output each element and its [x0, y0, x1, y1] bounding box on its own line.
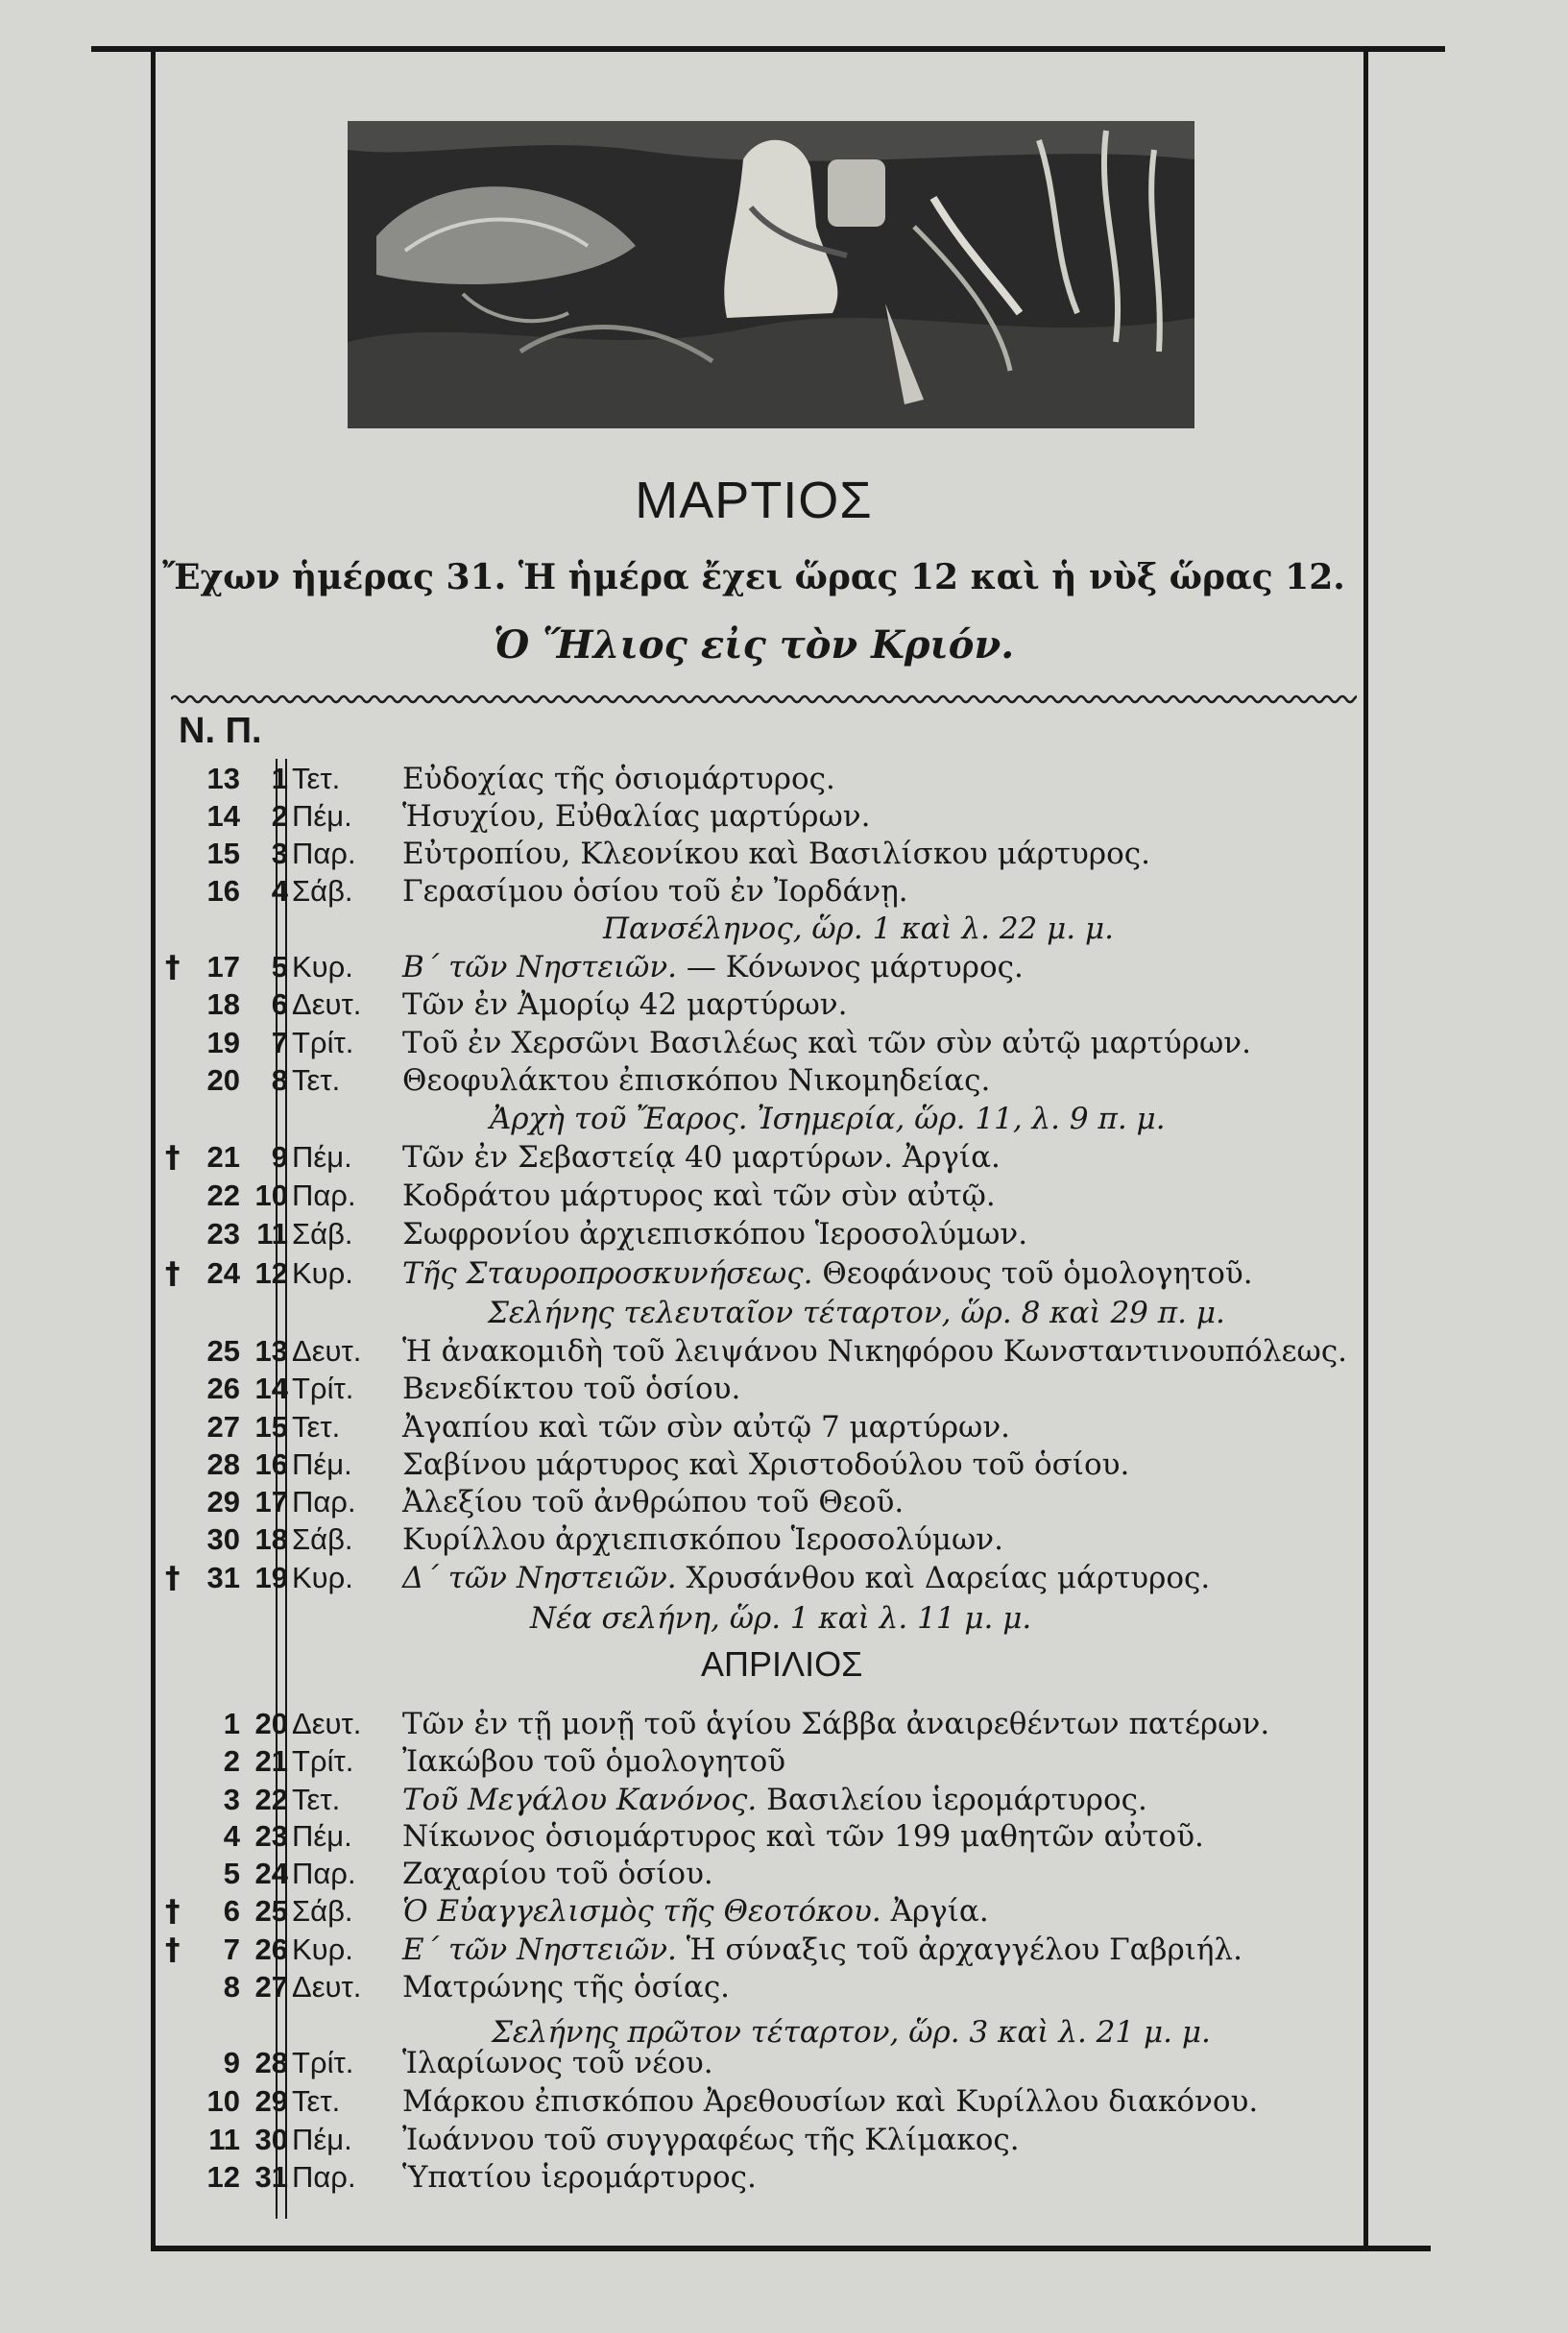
- day-number-old-style: 22: [254, 1783, 288, 1816]
- entry-italic-lead: Ὁ Εὐαγγελισμὸς τῆς Θεοτόκου.: [402, 1894, 881, 1929]
- day-number-new-style: 29: [206, 1485, 240, 1519]
- entry-text: Εὐτροπίου, Κλεονίκου καὶ Βασιλίσκου μάρτυρος.: [402, 837, 1150, 871]
- calendar-row: [0, 1783, 1568, 1821]
- day-number-old-style: 15: [254, 1410, 288, 1444]
- saint-entry: [402, 2160, 757, 2195]
- entry-text: Ἡσυχίου, Εὐθαλίας μαρτύρων.: [402, 799, 871, 834]
- day-number-new-style: 10: [206, 2084, 240, 2118]
- day-number-new-style: 20: [206, 1063, 240, 1097]
- entry-text: Ἀργία.: [880, 1894, 989, 1929]
- weekday: Παρ.: [292, 2160, 356, 2194]
- day-number-old-style: 16: [254, 1447, 288, 1481]
- day-number-new-style: 8: [223, 1970, 240, 2004]
- day-number-new-style: 13: [206, 762, 240, 795]
- day-number-new-style: 27: [206, 1410, 240, 1444]
- day-number-new-style: 23: [206, 1217, 240, 1251]
- saint-entry: [402, 2046, 713, 2080]
- entry-italic-lead: Β΄ τῶν Νηστειῶν.: [402, 950, 678, 984]
- weekday: Τετ.: [292, 1410, 341, 1444]
- bottom-rule: [154, 2246, 1431, 2251]
- day-number-old-style: 18: [254, 1522, 288, 1556]
- note-last-quarter: Σελήνης τελευταῖον τέταρτον, ὥρ. 8 καὶ 29 π. μ.: [488, 1296, 1225, 1330]
- day-number-old-style: 1: [271, 762, 288, 795]
- day-number-new-style: 1: [223, 1707, 240, 1740]
- woodcut-illustration: [348, 121, 1194, 428]
- entry-text: Βενεδίκτου τοῦ ὁσίου.: [402, 1372, 741, 1406]
- entry-text: Κυρίλλου ἀρχιεπισκόπου Ἱεροσολύμων.: [402, 1522, 1003, 1557]
- entry-text: Μάρκου ἐπισκόπου Ἀρεθουσίων καὶ Κυρίλλου διακόνου.: [402, 2084, 1259, 2119]
- day-number-new-style: 22: [206, 1179, 240, 1212]
- day-number-old-style: 28: [254, 2046, 288, 2079]
- saint-entry: [402, 2123, 1020, 2157]
- note-new-moon: Νέα σελήνη, ὥρ. 1 καὶ λ. 11 μ. μ.: [530, 1601, 1032, 1636]
- column-header: [179, 711, 262, 752]
- note-spring-equinox: Ἀρχὴ τοῦ Ἔαρος. Ἰσημερία, ὥρ. 11, λ. 9 π. μ.: [490, 1102, 1166, 1136]
- day-number-old-style: 25: [254, 1894, 288, 1928]
- calendar-row: [0, 1561, 1568, 1599]
- day-number-new-style: 14: [206, 799, 240, 833]
- weekday: Τετ.: [292, 762, 341, 795]
- weekday: Πέμ.: [292, 799, 352, 833]
- day-number-old-style: 5: [271, 950, 288, 984]
- entry-text: Θεοφυλάκτου ἐπισκόπου Νικομηδείας.: [402, 1063, 991, 1098]
- sun-sign: Ὁ Ἥλιος εἰς τὸν Κριόν.: [493, 622, 1015, 668]
- saint-entry: [402, 1026, 1251, 1060]
- weekday: Παρ.: [292, 1857, 356, 1890]
- weekday: Τρίτ.: [292, 1026, 354, 1059]
- calendar-row: [0, 1970, 1568, 2008]
- entry-text: Τῶν ἐν τῇ μονῇ τοῦ ἁγίου Σάββα ἀναιρεθέντων πατέρων.: [402, 1707, 1270, 1741]
- calendar-row: [0, 2046, 1568, 2084]
- wavy-divider: [171, 693, 1357, 705]
- day-number-new-style: 28: [206, 1447, 240, 1481]
- day-number-old-style: 24: [254, 1857, 288, 1890]
- april-title: ΑΠΡΙΛΙΟΣ: [701, 1644, 863, 1684]
- top-rule: [91, 46, 1445, 52]
- calendar-row: [0, 987, 1568, 1026]
- calendar-row: [0, 1894, 1568, 1932]
- saint-entry: [402, 1857, 713, 1891]
- entry-text: Ματρώνης τῆς ὁσίας.: [402, 1970, 731, 2005]
- calendar-row: [0, 1857, 1568, 1895]
- calendar-row: [0, 1744, 1568, 1783]
- day-number-new-style: 2: [223, 1744, 240, 1778]
- weekday: Παρ.: [292, 1179, 356, 1212]
- day-number-new-style: 16: [206, 874, 240, 908]
- saint-entry: [402, 1932, 1242, 1967]
- day-number-old-style: 8: [271, 1063, 288, 1097]
- saint-entry: [402, 1970, 730, 2005]
- calendar-row: [0, 2084, 1568, 2123]
- entry-italic-lead: Τοῦ Μεγάλου Κανόνος.: [402, 1783, 758, 1817]
- entry-text: Γερασίμου ὁσίου τοῦ ἐν Ἰορδάνῃ.: [402, 874, 908, 909]
- saint-entry: [402, 1256, 1253, 1291]
- day-number-new-style: 3: [223, 1783, 240, 1816]
- day-number-new-style: 11: [208, 2123, 240, 2156]
- saint-entry: [402, 1217, 1027, 1252]
- weekday: Τρίτ.: [292, 1372, 354, 1405]
- saint-entry: [402, 950, 1024, 984]
- saint-entry: [402, 987, 848, 1022]
- entry-text: Ἀγαπίου καὶ τῶν σὺν αὐτῷ 7 μαρτύρων.: [402, 1410, 1011, 1445]
- entry-text: Ζαχαρίου τοῦ ὁσίου.: [402, 1857, 713, 1891]
- calendar-row: [0, 2160, 1568, 2199]
- calendar-row: [0, 837, 1568, 875]
- saint-entry: [402, 1410, 1010, 1445]
- saint-entry: [402, 1783, 1147, 1817]
- weekday: Τετ.: [292, 1783, 341, 1816]
- day-number-new-style: 5: [223, 1857, 240, 1890]
- saint-entry: [402, 1522, 1003, 1557]
- entry-text: Ἡ σύναξις τοῦ ἀρχαγγέλου Γαβριήλ.: [676, 1932, 1242, 1967]
- day-number-new-style: 4: [223, 1819, 240, 1853]
- day-number-new-style: 7: [223, 1932, 240, 1966]
- entry-text: Σαβίνου μάρτυρος καὶ Χριστοδούλου τοῦ ὁσίου.: [402, 1447, 1130, 1482]
- entry-text: Νίκωνος ὁσιομάρτυρος καὶ τῶν 199 μαθητῶν αὐτοῦ.: [402, 1819, 1204, 1854]
- weekday: Τρίτ.: [292, 2046, 354, 2079]
- saint-entry: [402, 1334, 1347, 1369]
- entry-text: Κοδράτου μάρτυρος καὶ τῶν σὺν αὐτῷ.: [402, 1179, 996, 1213]
- calendar-row: [0, 1372, 1568, 1410]
- entry-text: Χρυσάνθου καὶ Δαρείας μάρτυρος.: [676, 1561, 1211, 1595]
- calendar-row: [0, 1447, 1568, 1486]
- calendar-row: [0, 799, 1568, 838]
- calendar-row: [0, 1819, 1568, 1858]
- saint-entry: [402, 762, 835, 796]
- calendar-row: [0, 1485, 1568, 1523]
- weekday: Δευτ.: [292, 1707, 362, 1740]
- day-number-old-style: 11: [256, 1217, 288, 1251]
- saint-entry: [402, 1819, 1204, 1854]
- weekday: Τετ.: [292, 2084, 341, 2118]
- day-number-new-style: 21: [206, 1140, 240, 1174]
- saint-entry: [402, 1140, 1001, 1175]
- day-number-new-style: 31: [206, 1561, 240, 1594]
- entry-text: Τοῦ ἐν Χερσῶνι Βασιλέως καὶ τῶν σὺν αὐτῷ μαρτύρων.: [402, 1026, 1251, 1060]
- entry-text: Ἀλεξίου τοῦ ἀνθρώπου τοῦ Θεοῦ.: [402, 1485, 905, 1519]
- calendar-row: [0, 1026, 1568, 1064]
- column-header-n: Ν.: [179, 711, 215, 751]
- weekday: Σάβ.: [292, 1217, 353, 1251]
- day-number-old-style: 29: [254, 2084, 288, 2118]
- day-number-new-style: 25: [206, 1334, 240, 1368]
- calendar-row: [0, 1410, 1568, 1448]
- entry-italic-lead: Ε΄ τῶν Νηστειῶν.: [402, 1932, 677, 1967]
- calendar-row: [0, 2123, 1568, 2161]
- entry-text: Βασιλείου ἱερομάρτυρος.: [757, 1783, 1147, 1817]
- day-number-old-style: 26: [254, 1932, 288, 1966]
- saint-entry: [402, 799, 870, 834]
- feast-dagger: †: [165, 1256, 181, 1291]
- day-number-new-style: 9: [223, 2046, 240, 2079]
- saint-entry: [402, 1372, 740, 1406]
- day-number-old-style: 3: [271, 837, 288, 870]
- page-title: ΜΑΡΤΙΟΣ: [635, 472, 873, 529]
- calendar-row: [0, 950, 1568, 988]
- day-number-old-style: 30: [254, 2123, 288, 2156]
- day-number-old-style: 12: [254, 1256, 288, 1290]
- day-number-old-style: 23: [254, 1819, 288, 1853]
- saint-entry: [402, 837, 1150, 871]
- entry-text: Θεοφάνους τοῦ ὁμολογητοῦ.: [812, 1256, 1253, 1291]
- weekday: Τρίτ.: [292, 1744, 354, 1778]
- entry-text: Ἱλαρίωνος τοῦ νέου.: [402, 2046, 713, 2080]
- month-intro: Ἔχων ἡμέρας 31. Ἡ ἡμέρα ἔχει ὥρας 12 καὶ ἡ νὺξ ὥρας 12.: [162, 557, 1345, 597]
- calendar-row: [0, 1334, 1568, 1373]
- calendar-row: [0, 1063, 1568, 1102]
- day-number-old-style: 4: [271, 874, 288, 908]
- feast-dagger: †: [165, 1932, 181, 1967]
- weekday: Τετ.: [292, 1063, 341, 1097]
- calendar-row: [0, 762, 1568, 800]
- day-number-old-style: 6: [271, 987, 288, 1021]
- day-number-new-style: 6: [223, 1894, 240, 1928]
- weekday: Σάβ.: [292, 874, 353, 908]
- day-number-old-style: 27: [254, 1970, 288, 2004]
- weekday: Κυρ.: [292, 1932, 353, 1966]
- weekday: Σάβ.: [292, 1522, 353, 1556]
- day-number-old-style: 19: [254, 1561, 288, 1594]
- calendar-row: [0, 1522, 1568, 1561]
- entry-text: Σωφρονίου ἀρχιεπισκόπου Ἱεροσολύμων.: [402, 1217, 1028, 1252]
- calendar-row: [0, 1140, 1568, 1179]
- saint-entry: [402, 2084, 1258, 2119]
- weekday: Πέμ.: [292, 1819, 352, 1853]
- calendar-row: [0, 874, 1568, 912]
- day-number-old-style: 21: [254, 1744, 288, 1778]
- day-number-old-style: 14: [254, 1372, 288, 1405]
- saint-entry: [402, 1179, 996, 1213]
- saint-entry: [402, 874, 908, 909]
- day-number-new-style: 24: [206, 1256, 240, 1290]
- weekday: Σάβ.: [292, 1894, 353, 1928]
- saint-entry: [402, 1707, 1269, 1741]
- calendar-row: [0, 1707, 1568, 1745]
- entry-italic-lead: Τῆς Σταυροπροσκυνήσεως.: [402, 1256, 813, 1291]
- calendar-row: [0, 1217, 1568, 1255]
- weekday: Κυρ.: [292, 1256, 353, 1290]
- day-number-old-style: 7: [271, 1026, 288, 1059]
- weekday: Παρ.: [292, 1485, 356, 1519]
- feast-dagger: †: [165, 950, 181, 984]
- entry-text: Εὐδοχίας τῆς ὁσιομάρτυρος.: [402, 762, 835, 796]
- day-number-old-style: 10: [254, 1179, 288, 1212]
- day-number-new-style: 12: [206, 2160, 240, 2194]
- calendar-row: [0, 1932, 1568, 1971]
- day-number-new-style: 15: [206, 837, 240, 870]
- entry-text: — Κόνωνος μάρτυρος.: [677, 950, 1024, 984]
- weekday: Κυρ.: [292, 1561, 353, 1594]
- entry-text: Ὑπατίου ἱερομάρτυρος.: [402, 2160, 757, 2195]
- entry-text: Ἡ ἀνακομιδὴ τοῦ λειψάνου Νικηφόρου Κωνσταντινουπόλεως.: [402, 1334, 1348, 1369]
- weekday: Παρ.: [292, 837, 356, 870]
- feast-dagger: †: [165, 1140, 181, 1175]
- day-number-new-style: 19: [206, 1026, 240, 1059]
- calendar-row: [0, 1179, 1568, 1217]
- day-number-old-style: 20: [254, 1707, 288, 1740]
- day-number-new-style: 18: [206, 987, 240, 1021]
- saint-entry: [402, 1485, 904, 1519]
- weekday: Κυρ.: [292, 950, 353, 984]
- day-number-old-style: 31: [254, 2160, 288, 2194]
- calendar-row: [0, 1256, 1568, 1295]
- saint-entry: [402, 1561, 1210, 1595]
- entry-text: Τῶν ἐν Ἀμορίῳ 42 μαρτύρων.: [402, 987, 848, 1022]
- weekday: Πέμ.: [292, 1140, 352, 1174]
- weekday: Δευτ.: [292, 987, 362, 1021]
- day-number-new-style: 30: [206, 1522, 240, 1556]
- saint-entry: [402, 1063, 990, 1098]
- entry-italic-lead: Δ΄ τῶν Νηστειῶν.: [402, 1561, 677, 1595]
- entry-text: Ἰακώβου τοῦ ὁμολογητοῦ: [402, 1744, 786, 1779]
- day-number-new-style: 26: [206, 1372, 240, 1405]
- day-number-old-style: 17: [254, 1485, 288, 1519]
- saint-entry: [402, 1447, 1129, 1482]
- column-header-p: Π.: [225, 711, 262, 751]
- entry-text: Ἰωάννου τοῦ συγγραφέως τῆς Κλίμακος.: [402, 2123, 1020, 2157]
- weekday: Δευτ.: [292, 1970, 362, 2004]
- weekday: Δευτ.: [292, 1334, 362, 1368]
- day-number-old-style: 13: [254, 1334, 288, 1368]
- day-number-old-style: 2: [271, 799, 288, 833]
- entry-text: Τῶν ἐν Σεβαστείᾳ 40 μαρτύρων. Ἀργία.: [402, 1140, 1001, 1175]
- saint-entry: [402, 1894, 989, 1929]
- day-number-old-style: 9: [271, 1140, 288, 1174]
- saint-entry: [402, 1744, 785, 1779]
- weekday: Πέμ.: [292, 1447, 352, 1481]
- weekday: Πέμ.: [292, 2123, 352, 2156]
- feast-dagger: †: [165, 1561, 181, 1595]
- note-full-moon: Πανσέληνος, ὥρ. 1 καὶ λ. 22 μ. μ.: [603, 911, 1114, 946]
- day-number-new-style: 17: [206, 950, 240, 984]
- feast-dagger: †: [165, 1894, 181, 1929]
- note-first-quarter: Σελήνης πρῶτον τέταρτον, ὥρ. 3 καὶ λ. 21 μ. μ.: [492, 2015, 1211, 2050]
